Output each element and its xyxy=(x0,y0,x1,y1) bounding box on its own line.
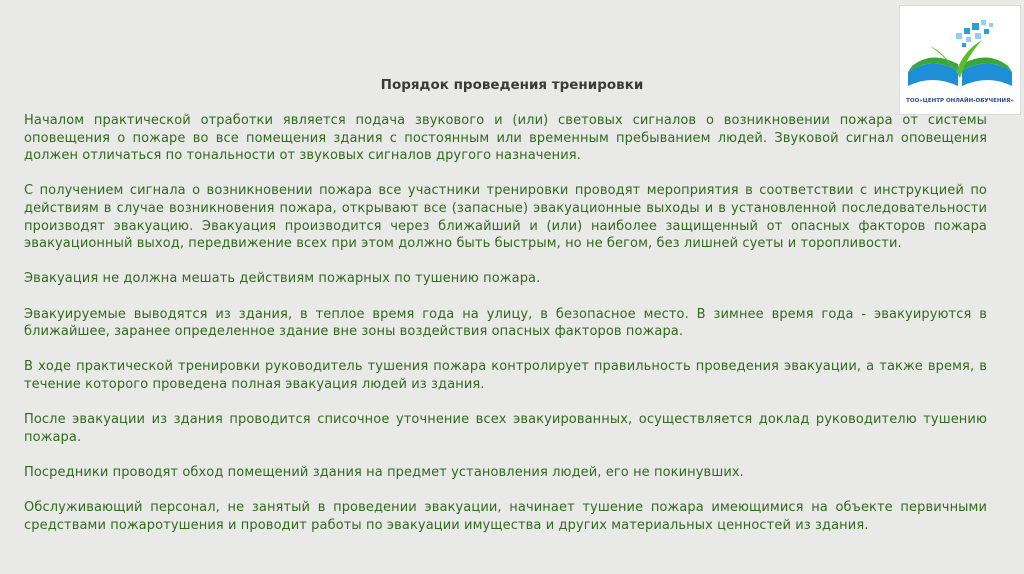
paragraph: В ходе практической тренировки руководитель тушения пожара контролирует правильность проведения эвакуации, а также время, в течение которого проведена полная эвакуация людей из здания. xyxy=(24,359,987,392)
paragraph: Эвакуируемые выводятся из здания, в теплое время года на улицу, в безопасное место. В зимнее время года - эвакуируются в ближайшее, заранее определенное здание вне зоны воздействия опасных факторов пожара. xyxy=(24,306,987,340)
paragraph: Обслуживающий персонал, не занятый в проведении эвакуации, начинает тушение пожара имеющимися на объекте первичными средствами пожаротушения и проводит работы по эвакуации имущества и других материальных ценностей из здания. xyxy=(24,500,987,533)
slide-title: Порядок проведения тренировки xyxy=(380,77,644,93)
paragraph: Началом практической отработки является подача звукового и (или) световых сигналов о возникновении пожара от системы оповещения о пожаре во все помещения здания с постоянным или временным пребыванием людей. Звуковой сигнал оповещения должен отличаться по тональности от звуковых сигналов другого назначения. xyxy=(24,113,987,164)
slide-body xyxy=(24,112,987,552)
paragraph: С получением сигнала о возникновении пожара все участники тренировки проводят мероприятия в соответствии с инструкцией по действиям в случае возникновения пожара, открывают все (запасные) эвакуационные выходы и в установленной последовательности производят эвакуацию. Эвакуация производится через ближайший и (или) наиболее защищенный от опасных факторов пожара эвакуационный выход, передвижение всех при этом должно быть быстрым, но не бегом, без лишней суеты и торопливости. xyxy=(24,183,987,252)
company-logo xyxy=(899,5,1021,115)
logo-caption: ТОО«ЦЕНТР ОНЛАЙН-ОБУЧЕНИЯ» xyxy=(906,98,1014,104)
paragraph: Эвакуация не должна мешать действиям пожарных по тушению пожара. xyxy=(24,271,541,287)
paragraph: После эвакуации из здания проводится списочное уточнение всех эвакуированных, осуществляется доклад руководителю тушению пожара. xyxy=(24,412,987,445)
paragraph: Посредники проводят обход помещений здания на предмет установления людей, его не покинувших. xyxy=(24,464,744,480)
